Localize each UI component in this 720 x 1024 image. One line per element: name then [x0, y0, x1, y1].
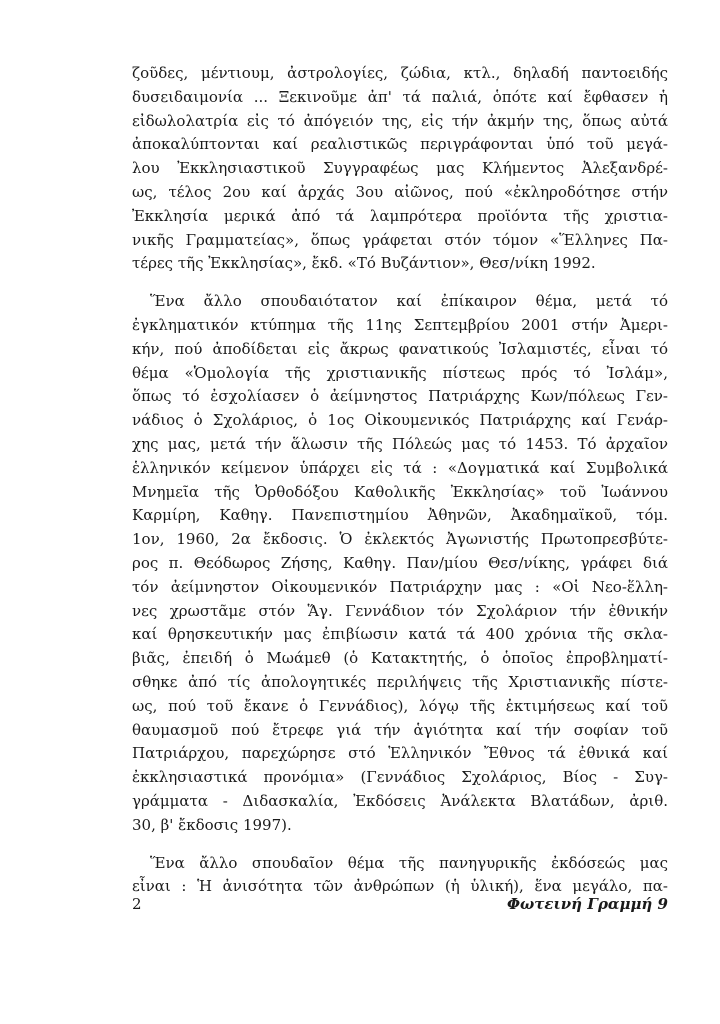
- text-line: ἑλληνικόν κείμενον ὑπάρχει εἰς τά : «Δογματικά καί Συμβολικά: [132, 458, 668, 477]
- text-line: ως, τέλος 2ου καί ἀρχάς 3ου αἰῶνος, πού «ἐκληροδότησε στήν: [132, 182, 668, 201]
- text-line: βιᾶς, ἐπειδή ὁ Μωάμεθ (ὁ Κατακτητής, ὁ ὁποῖος ἐπροβληματί-: [132, 649, 668, 668]
- text-line: Πατριάρχου, παρεχώρησε στό Ἑλληνικόν Ἔθνος τά ἐθνικά καί: [132, 744, 668, 763]
- text-line: τέρες τῆς Ἐκκλησίας», ἔκδ. «Τό Βυζάντιον», Θεσ/νίκη 1992.: [132, 254, 596, 273]
- paragraph-spacer: [132, 276, 668, 290]
- text-line: 30, β' ἔκδοσις 1997).: [132, 815, 292, 834]
- text-line: Καρμίρη, Καθηγ. Πανεπιστημίου Ἀθηνῶν, Ἀκαδημαϊκοῦ, τόμ.: [132, 506, 668, 525]
- text-line: γράμματα - Διδασκαλία, Ἐκδόσεις Ἀνάλεκτα Βλατάδων, ἀριθ.: [132, 791, 668, 810]
- running-title: Φωτεινή Γραμμή 9: [506, 895, 668, 913]
- text-line: ἀποκαλύπτονται καί ρεαλιστικῶς περιγράφονται ὑπό τοῦ μεγά-: [132, 135, 668, 154]
- text-line: Ἕνα ἄλλο σπουδαῖον θέμα τῆς πανηγυρικῆς ἐκδόσεώς μας: [150, 853, 668, 872]
- text-line: κήν, πού ἀποδίδεται εἰς ἄκρως φανατικούς Ἰσλαμιστές, εἶναι τό: [132, 339, 668, 358]
- text-line: νικῆς Γραμματείας», ὅπως γράφεται στόν τόμον «Ἕλληνες Πα-: [132, 230, 668, 249]
- text-line: ρος π. Θεόδωρος Ζήσης, Καθηγ. Παν/μίου Θεσ/νίκης, γράφει διά: [132, 553, 668, 572]
- text-line: θαυμασμοῦ πού ἔτρεφε γιά τήν ἁγιότητα καί τήν σοφίαν τοῦ: [132, 720, 668, 739]
- text-line: Μνημεῖα τῆς Ὀρθοδόξου Καθολικῆς Ἐκκλησίας» τοῦ Ἰωάννου: [132, 482, 668, 501]
- page-body: [132, 62, 668, 899]
- text-line: ως, πού τοῦ ἔκανε ὁ Γεννάδιος), λόγῳ τῆς ἐκτιμήσεως καί τοῦ: [132, 696, 668, 715]
- page-footer: [132, 892, 668, 916]
- text-line: τόν ἀείμνηστον Οἰκουμενικόν Πατριάρχην μας : «Οἱ Νεο-ἕλλη-: [132, 577, 668, 596]
- text-line: σθηκε ἀπό τίς ἀπολογητικές περιλήψεις τῆς Χριστιανικῆς πίστε-: [132, 672, 668, 691]
- text-line: καί θρησκευτικήν μας ἐπιβίωσιν κατά τά 400 χρόνια τῆς σκλα-: [132, 625, 668, 644]
- text-line: Ἕνα ἄλλο σπουδαιότατον καί ἐπίκαιρον θέμα, μετά τό: [150, 292, 668, 311]
- text-line: ὅπως τό ἐσχολίασεν ὁ ἀείμνηστος Πατριάρχης Κων/πόλεως Γεν-: [132, 387, 668, 406]
- text-line: Ἐκκλησία μερικά ἀπό τά λαμπρότερα προϊόντα τῆς χριστια-: [132, 206, 668, 225]
- text-line: νάδιος ὁ Σχολάριος, ὁ 1ος Οἰκουμενικός Πατριάρχης καί Γενάρ-: [132, 411, 668, 430]
- text-line: νες χρωστᾶμε στόν Ἅγ. Γεννάδιον τόν Σχολάριον τήν ἐθνικήν: [132, 601, 668, 620]
- page-number: 2: [132, 895, 142, 913]
- text-line: θέμα «Ὁμολογία τῆς χριστιανικῆς πίστεως πρός τό Ἰσλάμ»,: [132, 363, 668, 382]
- text-line: 1ον, 1960, 2α ἔκδοσις. Ὁ ἐκλεκτός Ἀγωνιστής Πρωτοπρεσβύτε-: [132, 530, 668, 549]
- text-line: ἐκκλησιαστικά προνόμια» (Γεννάδιος Σχολάριος, Βίος - Συγ-: [132, 768, 668, 787]
- text-line: ἐγκληματικόν κτύπημα τῆς 11ης Σεπτεμβρίου 2001 στήν Ἀμερι-: [132, 315, 668, 334]
- text-line: ζοῦδες, μέντιουμ, ἀστρολογίες, ζώδια, κτλ., δηλαδή παντοειδής: [132, 64, 668, 82]
- text-line: εἰδωλολατρία εἰς τό ἀπόγειόν της, εἰς τήν ἀκμήν της, ὅπως αὐτά: [132, 111, 668, 130]
- paragraph-1: [132, 62, 668, 276]
- text-line: εἶναι : Ἡ ἀνισότητα τῶν ἀνθρώπων (ἡ ὑλική), ἕνα μεγάλο, πα-: [132, 877, 668, 896]
- text-line: δυσειδαιμονία ... Ξεκινοῦμε ἀπ' τά παλιά, ὁπότε καί ἔφθασεν ἡ: [132, 87, 668, 106]
- paragraph-spacer: [132, 838, 668, 852]
- paragraph-2: [132, 290, 668, 837]
- text-line: χης μας, μετά τήν ἅλωσιν τῆς Πόλεώς μας τό 1453. Τό ἀρχαῖον: [132, 434, 668, 453]
- text-line: λου Ἐκκλησιαστικοῦ Συγγραφέως μας Κλήμεντος Ἀλεξανδρέ-: [132, 159, 668, 178]
